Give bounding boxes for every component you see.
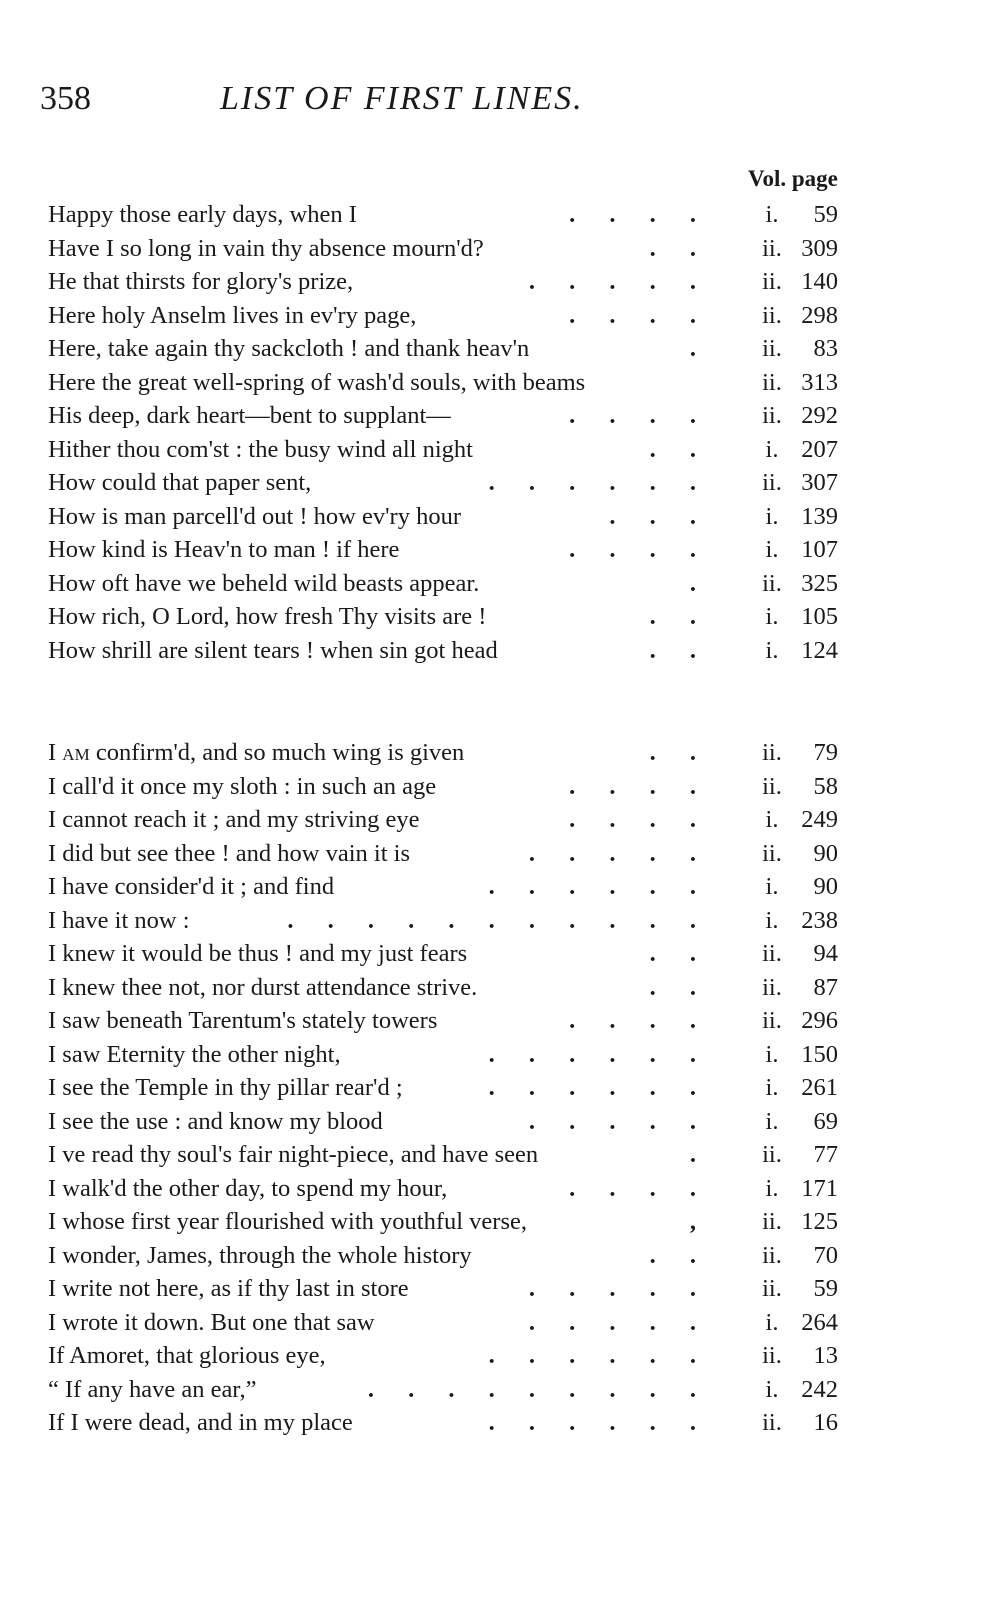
volume-number: i. <box>765 1040 779 1068</box>
page-reference: 238 <box>801 906 838 934</box>
volume-number: ii. <box>762 268 782 295</box>
first-line-text: I wonder, James, through the whole history <box>48 1241 472 1269</box>
page-reference: 292 <box>801 402 838 429</box>
running-head <box>40 80 740 130</box>
list-item <box>48 533 848 567</box>
volume-number: ii. <box>762 469 782 496</box>
list-item <box>48 332 848 366</box>
volume-number: i. <box>765 806 779 833</box>
leader-dots: . . . . . <box>528 839 710 867</box>
list-item <box>48 1239 848 1273</box>
page-reference: 107 <box>801 536 838 563</box>
first-line-text: I knew it would be thus ! and my just fears <box>48 940 468 967</box>
first-line-text: If Amoret, that glorious eye, <box>48 1342 326 1369</box>
first-line-text: How could that paper sent, <box>48 469 312 496</box>
leader-dots: . . . . <box>569 1174 710 1202</box>
volume-number: i. <box>765 636 779 664</box>
list-item <box>48 1339 848 1373</box>
first-line-text: I call'd it once my sloth : in such an age <box>48 772 437 800</box>
list-item <box>48 232 848 266</box>
first-line-rest: confirm'd, and so much wing is given <box>89 739 465 766</box>
leader-dots: . . . . . <box>528 1107 710 1135</box>
page-reference: 16 <box>813 1409 838 1436</box>
list-item <box>48 1306 848 1340</box>
leader-dots: . . . . . . . . . . . <box>287 906 710 934</box>
page-reference: 83 <box>813 335 838 362</box>
first-line-text: How oft have we beheld wild beasts appear. <box>48 569 480 597</box>
page-reference: 171 <box>801 1174 838 1202</box>
list-item <box>48 937 848 971</box>
first-line-text: Hither thou com'st : the busy wind all night <box>48 435 473 463</box>
list-item <box>48 500 848 534</box>
page-reference: 242 <box>801 1375 838 1403</box>
first-line-text: How shrill are silent tears ! when sin got head <box>48 636 498 664</box>
first-line-text: I did but see thee ! and how vain it is <box>48 839 410 867</box>
page-reference: 77 <box>813 1141 838 1168</box>
page-reference: 249 <box>801 806 838 833</box>
leader-dots: . . . . <box>569 201 710 228</box>
first-line-text: I have it now : <box>48 906 190 934</box>
list-item <box>48 904 848 938</box>
volume-number: ii. <box>762 839 782 867</box>
page-reference: 70 <box>813 1241 838 1269</box>
page-reference: 87 <box>813 973 838 1001</box>
page-reference: 69 <box>813 1107 838 1135</box>
page-reference: 58 <box>813 772 838 800</box>
leader-dots: . . . . . <box>528 1308 710 1336</box>
list-item <box>48 399 848 433</box>
leader-dots: . . . . <box>569 536 710 563</box>
first-line-text: I saw Eternity the other night, <box>48 1040 341 1068</box>
first-line-text: Have I so long in vain thy absence mourn'd? <box>48 234 484 262</box>
first-line-text: I have consider'd it ; and find <box>48 873 335 900</box>
volume-number: ii. <box>762 402 782 429</box>
volume-number: ii. <box>762 335 782 362</box>
volume-number: i. <box>765 603 779 630</box>
leader-dots: . . <box>649 636 710 664</box>
list-item <box>48 600 848 634</box>
volume-number: i. <box>765 906 779 934</box>
volume-number: ii. <box>762 1208 782 1235</box>
volume-number: ii. <box>762 1409 782 1436</box>
leader-dots: . . . . . . . . . <box>367 1375 710 1403</box>
first-line-text: I see the use : and know my blood <box>48 1107 383 1135</box>
first-line-text: I ve read thy soul's fair night-piece, and have seen <box>48 1141 539 1168</box>
first-line-text: I write not here, as if thy last in store <box>48 1275 409 1302</box>
volume-number: ii. <box>762 569 782 597</box>
list-item <box>48 1172 848 1206</box>
page-reference: 307 <box>801 469 838 496</box>
first-line-lead: I <box>48 739 63 766</box>
list-item <box>48 1138 848 1172</box>
first-line-text: I knew thee not, nor durst attendance strive. <box>48 973 478 1001</box>
leader-dots: . <box>689 335 710 362</box>
volume-number: ii. <box>762 234 782 262</box>
page-reference: 124 <box>801 636 838 664</box>
leader-dots: . . <box>649 435 710 463</box>
page-reference: 125 <box>801 1208 838 1235</box>
page-reference: 59 <box>813 1275 838 1302</box>
page-reference: 298 <box>801 301 838 329</box>
leader-dots: . . . . <box>569 1007 710 1034</box>
page-reference: 94 <box>813 940 838 967</box>
leader-dots: . . . <box>609 502 710 530</box>
leader-dots: , <box>689 1208 710 1235</box>
list-item <box>48 567 848 601</box>
page-reference: 207 <box>801 435 838 463</box>
list-item <box>48 803 848 837</box>
running-title: LIST OF FIRST LINES. <box>220 80 584 117</box>
first-line-text: I see the Temple in thy pillar rear'd ; <box>48 1074 403 1101</box>
leader-dots: . . . . . . <box>488 1074 710 1101</box>
first-line-text: He that thirsts for glory's prize, <box>48 268 354 295</box>
volume-number: ii. <box>762 1141 782 1168</box>
leader-dots: . . <box>649 739 710 766</box>
list-item <box>48 299 848 333</box>
volume-number: i. <box>765 1174 779 1202</box>
leader-dots: . . . . <box>569 301 710 329</box>
page-reference: 325 <box>801 569 838 597</box>
list-item <box>48 736 848 770</box>
first-line-text: His deep, dark heart—bent to supplant— <box>48 402 451 429</box>
leader-dots: . <box>689 1141 710 1168</box>
first-line-text: How is man parcell'd out ! how ev'ry hour <box>48 502 461 530</box>
list-item <box>48 971 848 1005</box>
list-item <box>48 1373 848 1407</box>
leader-dots: . . . . . . <box>488 1409 710 1436</box>
page-reference: 140 <box>801 268 838 295</box>
leader-dots: . . <box>649 603 710 630</box>
list-item <box>48 1004 848 1038</box>
first-lines-list-h <box>48 198 848 667</box>
first-line-text: I saw beneath Tarentum's stately towers <box>48 1007 438 1034</box>
volume-number: i. <box>765 1074 779 1101</box>
list-item <box>48 1038 848 1072</box>
first-line-text: Here the great well-spring of wash'd souls, with beams <box>48 368 586 396</box>
leader-dots: . . . . . <box>528 1275 710 1302</box>
page-reference: 313 <box>801 368 838 396</box>
leader-dots: . . <box>649 973 710 1001</box>
leader-dots: . . . . . . <box>488 1342 710 1369</box>
leader-dots: . . . . <box>569 806 710 833</box>
leader-dots: . . <box>649 940 710 967</box>
first-line-text: Here holy Anselm lives in ev'ry page, <box>48 301 417 329</box>
page-reference: 90 <box>813 873 838 900</box>
page-reference: 139 <box>801 502 838 530</box>
volume-number: ii. <box>762 301 782 329</box>
volume-number: ii. <box>762 772 782 800</box>
volume-number: i. <box>765 1375 779 1403</box>
leader-dots: . . <box>649 234 710 262</box>
first-line-text: How rich, O Lord, how fresh Thy visits are ! <box>48 603 487 630</box>
page-reference: 309 <box>801 234 838 262</box>
leader-dots: . . . . . . <box>488 873 710 900</box>
first-lines-list-i <box>48 736 848 1440</box>
list-item <box>48 1272 848 1306</box>
volume-number: i. <box>765 1308 779 1336</box>
page-reference: 264 <box>801 1308 838 1336</box>
leader-dots: . . . . . . <box>488 1040 710 1068</box>
page-reference: 79 <box>813 739 838 766</box>
list-item <box>48 870 848 904</box>
list-item <box>48 1105 848 1139</box>
first-line-text: I walk'd the other day, to spend my hour, <box>48 1174 448 1202</box>
leader-dots: . <box>689 569 710 597</box>
leader-dots: . . . . <box>569 402 710 429</box>
volume-number: ii. <box>762 973 782 1001</box>
page-reference: 296 <box>801 1007 838 1034</box>
volume-number: ii. <box>762 1241 782 1269</box>
volume-number: ii. <box>762 1007 782 1034</box>
volume-number: ii. <box>762 940 782 967</box>
list-item <box>48 466 848 500</box>
leader-dots: . . . . . . <box>488 469 710 496</box>
list-item <box>48 198 848 232</box>
first-line-text: “ If any have an ear,” <box>48 1375 257 1403</box>
first-line-small-caps: am <box>62 739 90 766</box>
first-line-text: If I were dead, and in my place <box>48 1409 353 1436</box>
leader-dots: . . . . <box>569 772 710 800</box>
volume-number: ii. <box>762 368 782 396</box>
volume-number: ii. <box>762 1342 782 1369</box>
page-number: 358 <box>40 80 91 117</box>
page-reference: 261 <box>801 1074 838 1101</box>
page-reference: 13 <box>813 1342 838 1369</box>
first-line-text: Here, take again thy sackcloth ! and thank heav'n <box>48 335 530 362</box>
volume-number: i. <box>765 435 779 463</box>
page-reference: 105 <box>801 603 838 630</box>
page-reference: 150 <box>801 1040 838 1068</box>
first-line-text: Happy those early days, when I <box>48 201 357 228</box>
first-line-text <box>48 736 464 770</box>
list-item <box>48 433 848 467</box>
volume-number: i. <box>765 201 779 228</box>
list-item <box>48 770 848 804</box>
volume-number: i. <box>765 1107 779 1135</box>
volume-number: ii. <box>762 739 782 766</box>
leader-dots: . . . . . <box>528 268 710 295</box>
page-reference: 90 <box>813 839 838 867</box>
list-item <box>48 265 848 299</box>
list-item <box>48 837 848 871</box>
list-item <box>48 1071 848 1105</box>
page-reference: 59 <box>813 201 838 228</box>
list-item <box>48 366 848 400</box>
first-line-text: I wrote it down. But one that saw <box>48 1308 375 1336</box>
volume-number: i. <box>765 536 779 563</box>
first-line-text: I cannot reach it ; and my striving eye <box>48 806 420 833</box>
volume-number: i. <box>765 502 779 530</box>
first-line-text: How kind is Heav'n to man ! if here <box>48 536 400 563</box>
list-item <box>48 1205 848 1239</box>
column-heading: Vol. page <box>748 166 838 191</box>
leader-dots: . . <box>649 1241 710 1269</box>
list-item <box>48 1406 848 1440</box>
volume-number: i. <box>765 873 779 900</box>
list-item <box>48 634 848 668</box>
first-line-text: I whose first year flourished with youthful verse, <box>48 1208 527 1235</box>
volume-number: ii. <box>762 1275 782 1302</box>
